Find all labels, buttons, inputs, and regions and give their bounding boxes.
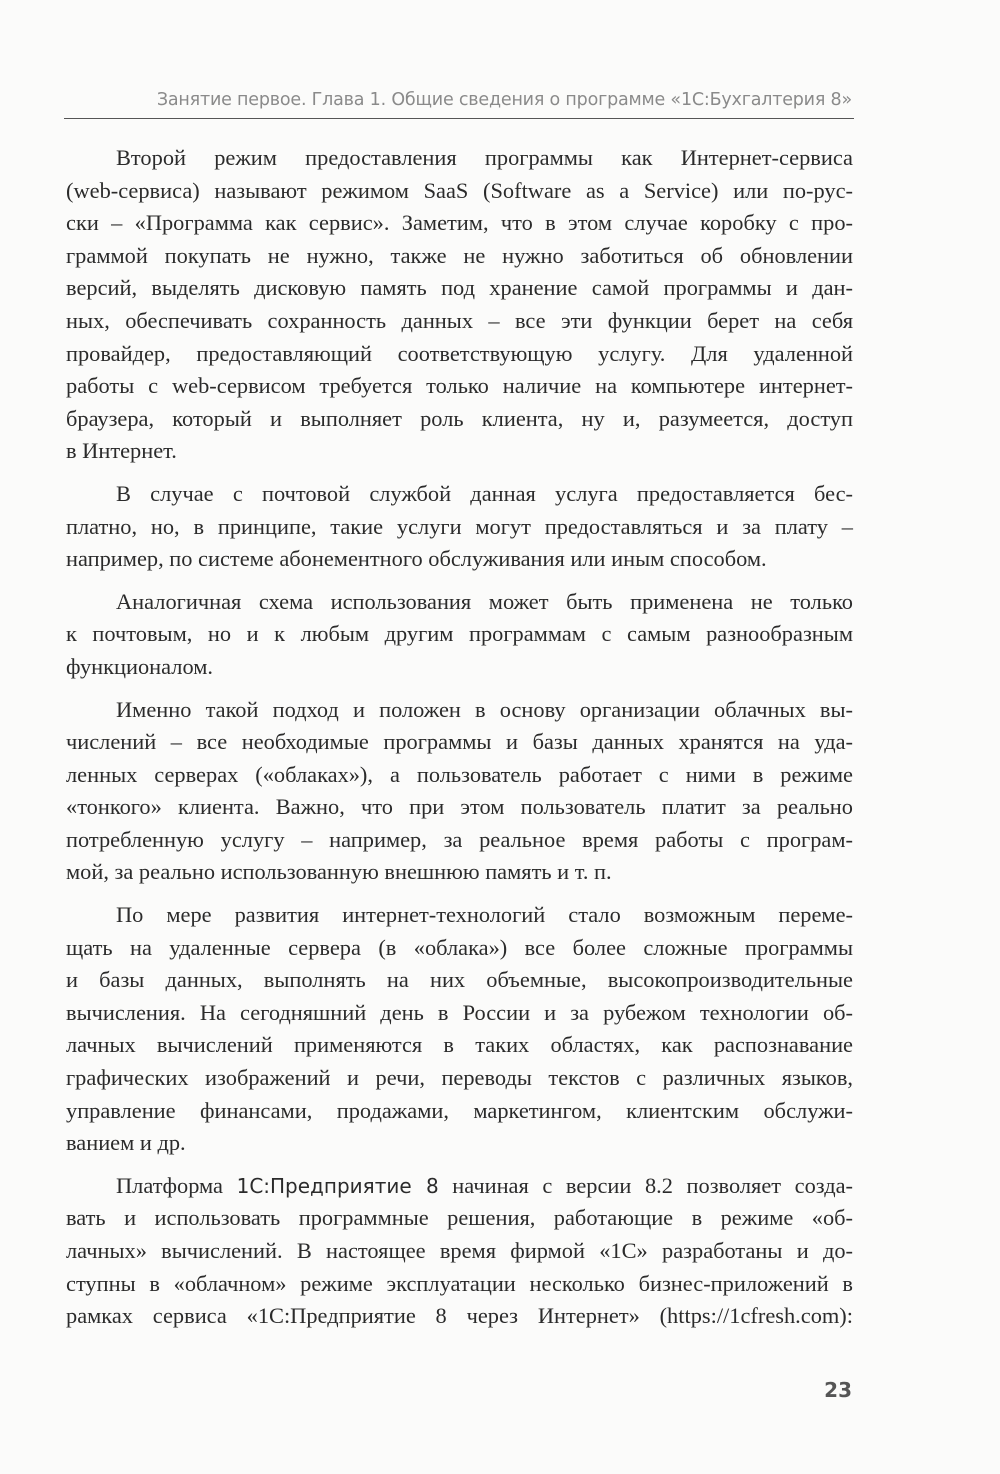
body-text — [66, 142, 853, 1343]
text-line: платно, но, в принципе, такие услуги могут предоставляться и за плату – — [66, 513, 853, 539]
text-line: «тонкого» клиента. Важно, что при этом пользователь платит за реально — [66, 794, 853, 820]
text-fragment: Платформа — [116, 1172, 237, 1198]
paragraph — [66, 478, 853, 576]
text-line: провайдер, предоставляющий соответствующую услугу. Для удаленной — [66, 340, 853, 366]
text-line: ски – «Программа как сервис». Заметим, что в этом случае коробку с про- — [66, 210, 853, 236]
text-line: к почтовым, но и к любым другим программам с самым разнообразным — [66, 621, 853, 647]
text-line: числений – все необходимые программы и базы данных хранятся на уда- — [66, 729, 853, 755]
text-line: граммой покупать не нужно, также не нужно заботиться об обновлении — [66, 242, 853, 268]
text-line: В случае с почтовой службой данная услуга предоставляется бес- — [116, 480, 853, 506]
text-line: щать на удаленные сервера (в «облака») все более сложные программы — [66, 934, 853, 960]
paragraph — [66, 142, 853, 468]
paragraph — [66, 586, 853, 684]
text-line: в Интернет. — [66, 438, 177, 464]
text-line: графических изображений и речи, переводы текстов с различных языков, — [66, 1065, 853, 1091]
text-line: ванием и др. — [66, 1130, 186, 1156]
text-line: лачных вычислений применяются в таких областях, как распознавание — [66, 1032, 853, 1058]
text-line: управление финансами, продажами, маркетингом, клиентским обслужи- — [66, 1097, 853, 1123]
text-line: и базы данных, выполнять на них объемные, высокопроизводительные — [66, 967, 853, 993]
text-line: работы с web-сервисом требуется только наличие на компьютере интернет- — [66, 373, 853, 399]
text-line: браузера, который и выполняет роль клиента, ну и, разумеется, доступ — [66, 405, 853, 431]
text-line: например, по системе абонементного обслуживания или иным способом. — [66, 546, 767, 572]
paragraph — [66, 1170, 853, 1333]
text-line: вычисления. На сегодняшний день в России и за рубежом технологии об- — [66, 999, 853, 1025]
text-line: ленных серверах («облаках»), а пользователь работает с ними в режиме — [66, 761, 853, 787]
text-line: Второй режим предоставления программы как Интернет-сервиса — [116, 145, 853, 170]
text-line: лачных» вычислений. В настоящее время фирмой «1С» разработаны и до- — [66, 1238, 853, 1263]
header-rule — [64, 118, 854, 119]
text-line: По мере развития интернет-технологий стало возможным переме- — [116, 902, 853, 928]
text-line: Аналогичная схема использования может быть применена не только — [116, 588, 853, 614]
text-line: вать и использовать программные решения, работающие в режиме «об- — [66, 1205, 853, 1231]
text-line: (web-сервиса) называют режимом SaaS (Software as a Service) или по-рус- — [66, 177, 853, 203]
page-number: 23 — [824, 1378, 852, 1402]
text-line: рамках сервиса «1С:Предприятие 8 через Интернет» (https://1cfresh.com): — [66, 1303, 853, 1329]
paragraph — [66, 899, 853, 1160]
text-line — [66, 1170, 853, 1203]
text-line: ных, обеспечивать сохранность данных – все эти функции берет на себя — [66, 307, 853, 333]
text-line: ступны в «облачном» режиме эксплуатации несколько бизнес-приложений в — [66, 1270, 853, 1296]
text-line: функционалом. — [66, 653, 213, 679]
paragraph — [66, 694, 853, 890]
text-line: мой, за реально использованную внешнюю память и т. п. — [66, 859, 612, 885]
text-line: Именно такой подход и положен в основу организации облачных вы- — [116, 696, 853, 722]
text-fragment: начиная с версии 8.2 позволяет созда- — [438, 1172, 853, 1198]
product-name: 1С:Предприятие 8 — [236, 1173, 439, 1198]
text-line: потребленную услугу – например, за реальное время работы с програм- — [66, 826, 853, 852]
text-line: версий, выделять дисковую память под хранение самой программы и дан- — [66, 275, 853, 301]
running-header: Занятие первое. Глава 1. Общие сведения о программе «1С:Бухгалтерия 8» — [156, 90, 852, 110]
